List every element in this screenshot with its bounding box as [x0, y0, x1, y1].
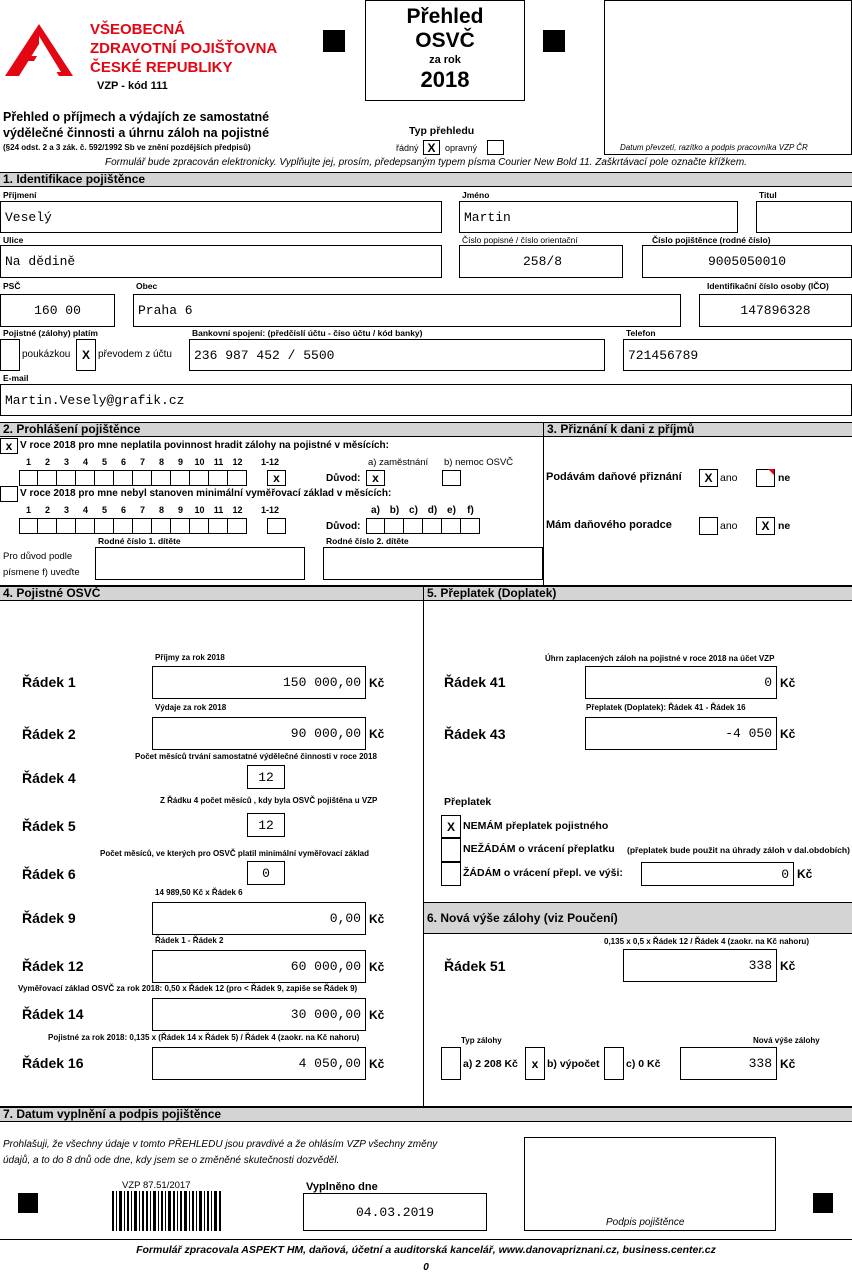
surname-label: Příjmení	[3, 190, 37, 200]
month-checkbox-11-row1[interactable]	[209, 470, 228, 486]
month-checkbox-8-row1[interactable]	[152, 470, 171, 486]
r51-label: Řádek 51	[444, 958, 506, 974]
r43-note: Přeplatek (Doplatek): Řádek 41 - Řádek 16	[586, 703, 746, 712]
title-year: 2018	[420, 67, 470, 92]
title-line3: za rok	[429, 54, 461, 66]
barcode-icon	[112, 1191, 222, 1231]
s2-line2-text: V roce 2018 pro mne nebyl stanoven minimální vyměřovací základ v měsících:	[20, 488, 392, 499]
org-name-line3: ČESKÉ REPUBLIKY	[90, 59, 233, 76]
section1-title: 1. Identifikace pojištěnce	[0, 172, 852, 187]
house-label: Číslo popisné / číslo orientační	[462, 235, 578, 245]
r43-label: Řádek 43	[444, 726, 506, 742]
section5-title: 5. Přeplatek (Doplatek)	[423, 586, 852, 601]
r41-label: Řádek 41	[444, 674, 506, 690]
s4-row-note: Počet měsíců trvání samostatné výdělečné činnosti v roce 2018	[135, 752, 377, 761]
reason1-label: Důvod:	[326, 473, 361, 484]
org-code: VZP - kód 111	[97, 80, 168, 92]
s2-line2-checkbox[interactable]	[0, 486, 18, 502]
reason-a-checkbox[interactable]: x	[366, 470, 385, 486]
s4-row-field[interactable]: 12	[247, 813, 285, 837]
r43-field[interactable]	[585, 717, 777, 750]
reason-b-checkbox[interactable]	[442, 470, 461, 486]
type-corrective-checkbox[interactable]	[487, 140, 504, 155]
s4-row-note: Pojistné za rok 2018: 0,135 x (Řádek 14 x Řádek 5) / Řádek 4 (zaokr. na Kč nahoru)	[48, 1033, 360, 1042]
prep-opt2-label: NEŽÁDÁM o vrácení přeplatku	[463, 843, 615, 855]
s4-row-note: Výdaje za rok 2018	[155, 703, 227, 712]
month-checkbox-6-row1[interactable]	[114, 470, 133, 486]
s3-q1: Podávám daňové přiznání	[546, 471, 682, 483]
reason2-letter: c)	[409, 505, 418, 516]
pay-slip-checkbox[interactable]	[0, 339, 20, 371]
s4-row-label: Řádek 4	[22, 770, 76, 786]
s4-row-kc: Kč	[369, 1008, 385, 1022]
city-label: Obec	[136, 281, 158, 291]
s4-row-field[interactable]: 12	[247, 765, 285, 789]
advance-b-checkbox[interactable]: x	[525, 1047, 545, 1080]
pay-slip-label: poukázkou	[22, 349, 71, 360]
month-number: 7	[139, 457, 145, 467]
section4-title: 4. Pojistné OSVČ	[0, 586, 423, 601]
corner-mark	[543, 30, 565, 52]
reason-b-label: b) nemoc OSVČ	[444, 457, 514, 468]
s3-q1-yes-checkbox[interactable]: X	[699, 469, 718, 487]
s4-row-note: Vyměřovací základ OSVČ za rok 2018: 0,50 x Řádek 12 (pro < Řádek 9, zapiše se Řádek 9)	[18, 984, 358, 993]
month-number: 5	[101, 505, 107, 515]
s4-row-field[interactable]: 90 000,00	[152, 717, 366, 750]
s4-row-label: Řádek 2	[22, 726, 76, 742]
r43-value: -4 050	[725, 726, 772, 741]
month-checkbox-1-row2[interactable]	[19, 518, 38, 534]
subtitle-line1: Přehled o příjmech a výdajích ze samostatné	[3, 110, 270, 124]
month-checkbox-10-row1[interactable]	[190, 470, 209, 486]
corner-mark	[323, 30, 345, 52]
bank-field[interactable]: 236 987 452 / 5500	[189, 339, 605, 371]
month-number: 9	[177, 505, 183, 515]
range1-checkbox[interactable]: x	[267, 470, 286, 486]
email-field[interactable]: Martin.Vesely@grafik.cz	[0, 384, 852, 416]
month-number: 2	[44, 457, 50, 467]
phone-field[interactable]: 721456789	[623, 339, 852, 371]
pay-label: Pojistné (zálohy) platím	[3, 328, 98, 338]
reason2-checkbox-3[interactable]	[423, 518, 442, 534]
org-name-line1: VŠEOBECNÁ	[90, 21, 186, 38]
s4-row-field[interactable]: 150 000,00	[152, 666, 366, 699]
section7-title: 7. Datum vyplnění a podpis pojištěnce	[0, 1107, 852, 1122]
reason-a-label: a) zaměstnání	[368, 457, 429, 468]
s4-row-note: Příjmy za rok 2018	[155, 653, 225, 662]
s4-row-label: Řádek 1	[22, 674, 76, 690]
month-checkbox-8-row2[interactable]	[152, 518, 171, 534]
comment-marker-icon	[768, 469, 774, 475]
month-checkbox-11-row2[interactable]	[209, 518, 228, 534]
month-checkbox-7-row2[interactable]	[133, 518, 152, 534]
reason2-checkbox-1[interactable]	[385, 518, 404, 534]
form-code: VZP 87.51/2017	[122, 1180, 191, 1191]
s4-row-field[interactable]: 4 050,00	[152, 1047, 366, 1080]
month-checkbox-10-row2[interactable]	[190, 518, 209, 534]
r41-field[interactable]: 0	[585, 666, 777, 699]
email-label: E-mail	[3, 373, 29, 383]
s4-row-kc: Kč	[369, 960, 385, 974]
s3-q2-yes-label: ano	[720, 520, 738, 532]
s3-q2-no-label: ne	[778, 520, 791, 532]
footer-text: Formulář zpracovala ASPEKT HM, daňová, účetní a auditorská kancelář, www.danovapriznani.cz, business.center.cz	[136, 1244, 716, 1256]
street-field[interactable]: Na dědině	[0, 245, 442, 278]
prep-opt2-checkbox[interactable]	[441, 838, 461, 862]
signature-label: Podpis pojištěnce	[606, 1217, 685, 1228]
titul-field[interactable]	[756, 201, 852, 233]
s4-row-note: 14 989,50 Kč x Řádek 6	[155, 888, 243, 897]
s2-line1-checkbox[interactable]: x	[0, 438, 18, 454]
name-label: Jméno	[462, 190, 490, 200]
r51-note: 0,135 x 0,5 x Řádek 12 / Řádek 4 (zaokr. na Kč nahoru)	[604, 937, 809, 946]
corner-mark	[18, 1193, 38, 1213]
reason2-checkbox-0[interactable]	[366, 518, 385, 534]
s4-row-note: Z Řádku 4 počet měsíců , kdy byla OSVČ pojištěna u VZP	[160, 796, 378, 805]
month-number: 3	[63, 505, 69, 515]
prep-label: Přeplatek	[444, 796, 492, 808]
month-checkbox-7-row1[interactable]	[133, 470, 152, 486]
month-checkbox-1-row1[interactable]	[19, 470, 38, 486]
type-corrective-label: opravný	[445, 143, 478, 153]
title-line1: Přehled	[406, 5, 484, 28]
type-regular-checkbox[interactable]: X	[423, 140, 440, 155]
reason2-checkbox-4[interactable]	[442, 518, 461, 534]
s2-line1-text: V roce 2018 pro mne neplatila povinnost hradit zálohy na pojistné v měsících:	[20, 440, 389, 451]
month-number: 1	[25, 457, 31, 467]
reason2-label: Důvod:	[326, 521, 361, 532]
advance-a-label: a) 2 208 Kč	[463, 1058, 518, 1070]
range2-label: 1-12	[261, 505, 280, 515]
month-number: 6	[120, 457, 126, 467]
month-number: 8	[158, 505, 164, 515]
s4-row-label: Řádek 14	[22, 1006, 84, 1022]
s4-row-label: Řádek 5	[22, 818, 76, 834]
s4-row-note: Řádek 1 - Řádek 2	[155, 936, 224, 945]
month-number: 3	[63, 457, 69, 467]
r43-kc: Kč	[780, 727, 796, 741]
r41-kc: Kč	[780, 676, 796, 690]
vzp-logo-icon	[3, 22, 75, 78]
prep-opt3-checkbox[interactable]	[441, 862, 461, 886]
month-number: 12	[232, 457, 243, 467]
reason2-letter: e)	[447, 505, 456, 516]
month-checkbox-6-row2[interactable]	[114, 518, 133, 534]
s4-row-note: Počet měsíců, ve kterých pro OSVČ platil minimální vyměřovací základ	[100, 849, 369, 858]
reason2-letter: a)	[371, 505, 380, 516]
stamp-label: Datum převzetí, razítko a podpis pracovníka VZP ČR	[620, 143, 808, 152]
reason2-letter: f)	[467, 505, 474, 516]
new-advance-kc: Kč	[780, 1057, 796, 1071]
s4-row-field[interactable]: 0,00	[152, 902, 366, 935]
prep-opt2-note: (přeplatek bude použit na úhrady záloh v dal.obdobích)	[627, 845, 850, 855]
psc-label: PSČ	[3, 281, 21, 291]
pay-transfer-label: převodem z účtu	[98, 349, 172, 360]
s4-row-field[interactable]: 60 000,00	[152, 950, 366, 983]
insno-label: Číslo pojištěnce (rodné číslo)	[652, 235, 771, 245]
month-checkbox-12-row1[interactable]	[228, 470, 247, 486]
bank-label: Bankovní spojení: (předčíslí účtu - číso účtu / kód banky)	[192, 328, 423, 338]
advance-c-checkbox[interactable]	[604, 1047, 624, 1080]
month-checkbox-2-row1[interactable]	[38, 470, 57, 486]
declaration-line2: údajů, a to do 8 dnů ode dne, kdy jsem se o změněné skutečnosti dozvěděl.	[3, 1155, 340, 1166]
child-note1: Pro důvod podle	[3, 551, 73, 562]
s4-row-kc: Kč	[369, 676, 385, 690]
house-field[interactable]: 258/8	[459, 245, 623, 278]
section6-title: 6. Nová výše zálohy (viz Poučení)	[423, 902, 852, 934]
month-checkbox-9-row2[interactable]	[171, 518, 190, 534]
month-number: 10	[194, 457, 205, 467]
declaration-line1: Prohlašuji, že všechny údaje v tomto PŘEHLEDU jsou pravdivé a že ohlásím VZP všechny změny	[3, 1139, 438, 1150]
prep-opt3-label: ŽÁDÁM o vrácení přepl. ve výši:	[463, 867, 623, 879]
s4-row-field[interactable]: 30 000,00	[152, 998, 366, 1031]
prep-opt3-field[interactable]: 0	[641, 862, 794, 886]
ico-label: Identifikační číslo osoby (IČO)	[707, 281, 829, 291]
reason2-checkbox-2[interactable]	[404, 518, 423, 534]
month-number: 4	[82, 505, 88, 515]
s3-q1-yes-label: ano	[720, 472, 738, 484]
s4-row-kc: Kč	[369, 727, 385, 741]
section2-title: 2. Prohlášení pojištěnce	[0, 422, 543, 437]
r41-note: Úhrn zaplacených záloh na pojistné v roce 2018 na účet VZP	[545, 654, 775, 663]
month-checkbox-9-row1[interactable]	[171, 470, 190, 486]
prep-opt1-label: NEMÁM přeplatek pojistného	[463, 820, 609, 832]
s4-row-kc: Kč	[369, 912, 385, 926]
child2-label: Rodné číslo 2. dítěte	[326, 536, 409, 546]
page-number: 0	[423, 1262, 429, 1273]
ico-field[interactable]: 147896328	[699, 294, 852, 327]
month-number: 7	[139, 505, 145, 515]
insno-field[interactable]: 9005050010	[642, 245, 852, 278]
advance-c-label: c) 0 Kč	[626, 1058, 661, 1070]
title-line2: OSVČ	[415, 29, 475, 52]
month-checkbox-5-row1[interactable]	[95, 470, 114, 486]
filled-date-label: Vyplněno dne	[306, 1181, 378, 1193]
instructions: Formulář bude zpracován elektronicky. Vyplňujte jej, prosím, předepsaným typem písma Courier New Bold 11. Zaškrtávací pole označte křížkem.	[105, 157, 747, 168]
month-number: 4	[82, 457, 88, 467]
s4-row-field[interactable]: 0	[247, 861, 285, 885]
s4-row-label: Řádek 6	[22, 866, 76, 882]
name-field[interactable]: Martin	[459, 201, 738, 233]
s4-row-label: Řádek 9	[22, 910, 76, 926]
month-number: 10	[194, 505, 205, 515]
new-advance-field[interactable]: 338	[680, 1047, 777, 1080]
org-name-line2: ZDRAVOTNÍ POJIŠŤOVNA	[90, 40, 278, 57]
advance-b-label: b) výpočet	[547, 1058, 600, 1070]
month-checkbox-3-row2[interactable]	[57, 518, 76, 534]
reason2-letter: d)	[427, 505, 438, 516]
child1-label: Rodné číslo 1. dítěte	[98, 536, 181, 546]
month-number: 2	[44, 505, 50, 515]
subtitle-line2: výdělečné činnosti a úhrnu záloh na pojistné	[3, 126, 270, 140]
s4-row-kc: Kč	[369, 1057, 385, 1071]
street-label: Ulice	[3, 235, 24, 245]
section3-title: 3. Přiznání k dani z příjmů	[543, 422, 852, 437]
month-checkbox-4-row1[interactable]	[76, 470, 95, 486]
month-checkbox-5-row2[interactable]	[95, 518, 114, 534]
type-label: Typ přehledu	[409, 125, 475, 137]
s3-q2-no-checkbox[interactable]: X	[756, 517, 775, 535]
stamp-box	[604, 0, 852, 155]
advance-type-label: Typ zálohy	[461, 1036, 502, 1045]
s4-row-label: Řádek 16	[22, 1055, 84, 1071]
range1-label: 1-12	[261, 457, 280, 467]
month-number: 5	[101, 457, 107, 467]
surname-field[interactable]: Veselý	[0, 201, 442, 233]
pay-transfer-checkbox[interactable]: X	[76, 339, 96, 371]
prep-opt3-kc: Kč	[797, 867, 813, 881]
r51-field[interactable]: 338	[623, 949, 777, 982]
reason2-letter: b)	[389, 505, 400, 516]
type-regular-label: řádný	[396, 143, 419, 153]
month-number: 12	[232, 505, 243, 515]
month-number: 11	[213, 505, 224, 515]
filled-date-field[interactable]: 04.03.2019	[303, 1193, 487, 1231]
s3-q1-no-label: ne	[778, 472, 791, 484]
month-checkbox-2-row2[interactable]	[38, 518, 57, 534]
s3-q2-yes-checkbox[interactable]	[699, 517, 718, 535]
phone-label: Telefon	[626, 328, 656, 338]
month-number: 11	[213, 457, 224, 467]
reason2-checkbox-5[interactable]	[461, 518, 480, 534]
title-box	[365, 0, 525, 101]
r51-kc: Kč	[780, 959, 796, 973]
month-number: 1	[25, 505, 31, 515]
corner-mark	[813, 1193, 833, 1213]
s4-row-label: Řádek 12	[22, 958, 84, 974]
city-field[interactable]: Praha 6	[133, 294, 681, 327]
month-checkbox-3-row1[interactable]	[57, 470, 76, 486]
range2-checkbox[interactable]	[267, 518, 286, 534]
psc-field[interactable]: 160 00	[0, 294, 115, 327]
subtitle-law: (§24 odst. 2 a 3 zák. č. 592/1992 Sb ve znění pozdějších předpisů)	[3, 143, 251, 152]
month-number: 8	[158, 457, 164, 467]
titul-label: Titul	[759, 190, 777, 200]
new-advance-label: Nová výše zálohy	[753, 1036, 820, 1045]
month-checkbox-12-row2[interactable]	[228, 518, 247, 534]
advance-a-checkbox[interactable]	[441, 1047, 461, 1080]
month-number: 6	[120, 505, 126, 515]
s3-q2: Mám daňového poradce	[546, 519, 672, 531]
month-number: 9	[177, 457, 183, 467]
prep-opt1-checkbox[interactable]: X	[441, 815, 461, 838]
child-note2: písmene f) uveďte	[3, 567, 80, 578]
child2-field[interactable]	[323, 547, 543, 580]
month-checkbox-4-row2[interactable]	[76, 518, 95, 534]
child1-field[interactable]	[95, 547, 305, 580]
